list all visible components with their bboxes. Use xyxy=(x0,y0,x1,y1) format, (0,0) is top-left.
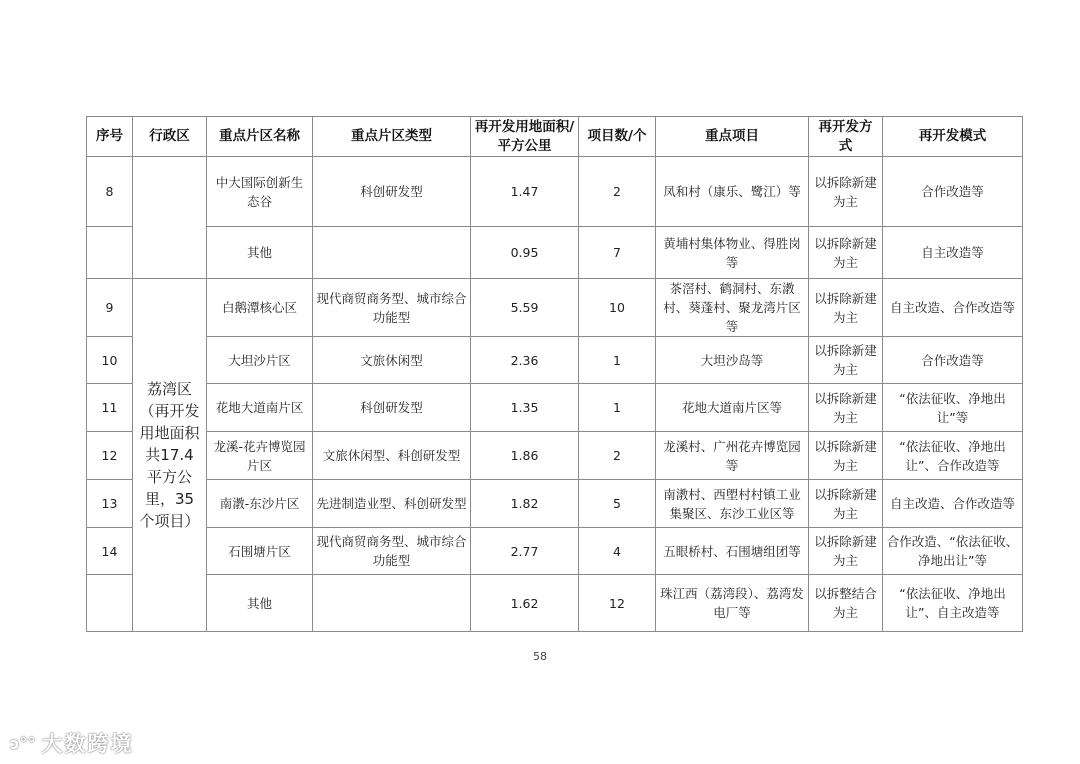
cell-method: 以拆除新建为主 xyxy=(809,279,883,337)
table-row xyxy=(87,279,1023,337)
watermark-logo-icon: ↄ°° xyxy=(10,733,36,753)
cell-name: 龙溪-花卉博览园片区 xyxy=(207,432,313,480)
cell-count: 7 xyxy=(579,227,656,279)
cell-count: 1 xyxy=(579,384,656,432)
cell-count: 12 xyxy=(579,575,656,632)
cell-method: 以拆除新建为主 xyxy=(809,227,883,279)
cell-type: 文旅休闲型、科创研发型 xyxy=(313,432,471,480)
table-row xyxy=(87,384,1023,432)
cell-area: 1.62 xyxy=(471,575,579,632)
cell-projects: 大坦沙岛等 xyxy=(656,337,809,384)
cell-count: 4 xyxy=(579,528,656,575)
header-cell: 再开发用地面积/平方公里 xyxy=(471,117,579,157)
district-cell: 荔湾区（再开发用地面积共17.4平方公里，35个项目） xyxy=(133,279,207,632)
header-cell: 重点片区名称 xyxy=(207,117,313,157)
cell-area: 5.59 xyxy=(471,279,579,337)
table-row xyxy=(87,157,1023,227)
cell-mode: 合作改造等 xyxy=(883,337,1023,384)
cell-projects: 龙溪村、广州花卉博览园等 xyxy=(656,432,809,480)
table-row xyxy=(87,337,1023,384)
table-row xyxy=(87,480,1023,528)
cell-method: 以拆整结合为主 xyxy=(809,575,883,632)
cell-name: 石围塘片区 xyxy=(207,528,313,575)
cell-name: 其他 xyxy=(207,227,313,279)
cell-name: 白鹅潭核心区 xyxy=(207,279,313,337)
cell-name: 大坦沙片区 xyxy=(207,337,313,384)
cell-count: 5 xyxy=(579,480,656,528)
watermark-text: 大数跨境 xyxy=(41,732,134,756)
cell-projects: 花地大道南片区等 xyxy=(656,384,809,432)
header-cell: 重点项目 xyxy=(656,117,809,157)
cell-area: 1.35 xyxy=(471,384,579,432)
header-cell: 行政区 xyxy=(133,117,207,157)
header-cell: 序号 xyxy=(87,117,133,157)
cell-mode: 自主改造、合作改造等 xyxy=(883,279,1023,337)
cell-no: 13 xyxy=(87,480,133,528)
redevelopment-table xyxy=(86,116,1023,632)
cell-no: 9 xyxy=(87,279,133,337)
header-cell: 再开发模式 xyxy=(883,117,1023,157)
cell-type: 先进制造业型、科创研发型 xyxy=(313,480,471,528)
header-cell: 重点片区类型 xyxy=(313,117,471,157)
header-cell: 再开发方式 xyxy=(809,117,883,157)
cell-name: 南漖-东沙片区 xyxy=(207,480,313,528)
cell-mode: 自主改造、合作改造等 xyxy=(883,480,1023,528)
cell-count: 10 xyxy=(579,279,656,337)
cell-area: 2.36 xyxy=(471,337,579,384)
cell-type: 文旅休闲型 xyxy=(313,337,471,384)
table-row xyxy=(87,528,1023,575)
cell-method: 以拆除新建为主 xyxy=(809,480,883,528)
table-row xyxy=(87,432,1023,480)
table-header-row xyxy=(87,117,1023,157)
table-row xyxy=(87,227,1023,279)
cell-type: 科创研发型 xyxy=(313,384,471,432)
cell-projects: 南漖村、西塱村村镇工业集聚区、东沙工业区等 xyxy=(656,480,809,528)
cell-area: 1.82 xyxy=(471,480,579,528)
district-cell xyxy=(133,157,207,279)
cell-method: 以拆除新建为主 xyxy=(809,384,883,432)
cell-mode: 合作改造、“依法征收、净地出让”等 xyxy=(883,528,1023,575)
cell-projects: 凤和村（康乐、鹭江）等 xyxy=(656,157,809,227)
cell-method: 以拆除新建为主 xyxy=(809,157,883,227)
cell-no: 8 xyxy=(87,157,133,227)
header-cell: 项目数/个 xyxy=(579,117,656,157)
cell-name: 其他 xyxy=(207,575,313,632)
cell-type: 现代商贸商务型、城市综合功能型 xyxy=(313,279,471,337)
cell-projects: 五眼桥村、石围塘组团等 xyxy=(656,528,809,575)
cell-no: 14 xyxy=(87,528,133,575)
cell-no xyxy=(87,575,133,632)
cell-no xyxy=(87,227,133,279)
cell-method: 以拆除新建为主 xyxy=(809,337,883,384)
cell-count: 2 xyxy=(579,157,656,227)
cell-no: 12 xyxy=(87,432,133,480)
cell-mode: “依法征收、净地出让”等 xyxy=(883,384,1023,432)
cell-type xyxy=(313,227,471,279)
cell-area: 0.95 xyxy=(471,227,579,279)
cell-mode: “依法征收、净地出让”、合作改造等 xyxy=(883,432,1023,480)
cell-no: 10 xyxy=(87,337,133,384)
cell-type: 现代商贸商务型、城市综合功能型 xyxy=(313,528,471,575)
cell-area: 1.86 xyxy=(471,432,579,480)
cell-no: 11 xyxy=(87,384,133,432)
cell-area: 1.47 xyxy=(471,157,579,227)
watermark-logo xyxy=(10,728,133,758)
cell-mode: 自主改造等 xyxy=(883,227,1023,279)
cell-projects: 茶滘村、鹤洞村、东漖村、葵蓬村、聚龙湾片区等 xyxy=(656,279,809,337)
cell-projects: 黄埔村集体物业、得胜岗等 xyxy=(656,227,809,279)
cell-method: 以拆除新建为主 xyxy=(809,528,883,575)
cell-projects: 珠江西（荔湾段）、荔湾发电厂等 xyxy=(656,575,809,632)
cell-count: 2 xyxy=(579,432,656,480)
cell-mode: “依法征收、净地出让”、自主改造等 xyxy=(883,575,1023,632)
page-number: 58 xyxy=(533,650,547,663)
cell-type: 科创研发型 xyxy=(313,157,471,227)
cell-name: 中大国际创新生态谷 xyxy=(207,157,313,227)
cell-name: 花地大道南片区 xyxy=(207,384,313,432)
cell-type xyxy=(313,575,471,632)
table-row xyxy=(87,575,1023,632)
cell-method: 以拆除新建为主 xyxy=(809,432,883,480)
cell-area: 2.77 xyxy=(471,528,579,575)
cell-count: 1 xyxy=(579,337,656,384)
cell-mode: 合作改造等 xyxy=(883,157,1023,227)
